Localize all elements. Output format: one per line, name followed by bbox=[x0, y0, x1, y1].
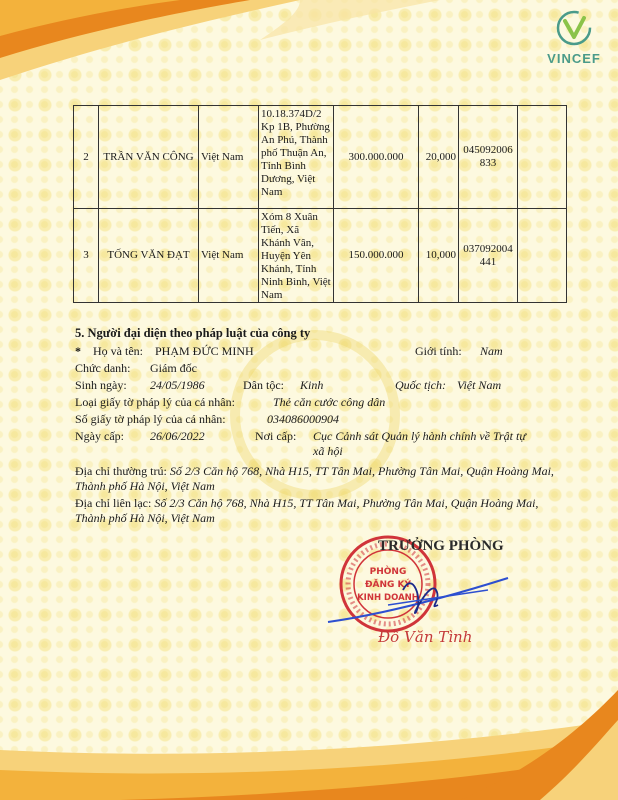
doc-type-label: Loại giấy tờ pháp lý của cá nhân: bbox=[75, 395, 235, 409]
issue-place-value: Cục Cảnh sát Quản lý hành chính về Trật tự xã hội bbox=[313, 429, 526, 458]
section-title: 5. Người đại diện theo pháp luật của công ty bbox=[75, 326, 311, 340]
issue-row bbox=[75, 428, 555, 462]
table-row bbox=[74, 209, 567, 303]
top-decoration bbox=[0, 0, 618, 110]
logo-text: VINCEF bbox=[547, 51, 601, 66]
dob-row bbox=[75, 377, 555, 394]
issue-date-label: Ngày cấp: bbox=[75, 429, 124, 443]
contact-address bbox=[75, 496, 555, 526]
title-value: Giám đốc bbox=[150, 361, 197, 375]
nationality-label: Quốc tịch: bbox=[395, 378, 446, 392]
dob-label: Sinh ngày: bbox=[75, 378, 127, 392]
title-label: Chức danh: bbox=[75, 361, 131, 375]
doc-no-label: Số giấy tờ pháp lý của cá nhân: bbox=[75, 412, 226, 426]
member-nationality: Việt Nam bbox=[199, 209, 259, 303]
issue-date-value: 26/06/2022 bbox=[150, 429, 205, 443]
signer-name: Đỗ Văn Tình bbox=[378, 628, 473, 646]
members-table bbox=[73, 105, 567, 303]
gender-label: Giới tính: bbox=[415, 344, 462, 358]
row-number: 2 bbox=[74, 106, 99, 209]
empty-cell bbox=[518, 209, 567, 303]
doc-no-row bbox=[75, 411, 555, 428]
ethnic-label: Dân tộc: bbox=[243, 378, 284, 392]
permanent-address bbox=[75, 464, 555, 494]
bottom-decoration bbox=[0, 690, 618, 800]
stamp-line-1: PHÒNG bbox=[369, 567, 407, 577]
handwritten-signature bbox=[318, 560, 518, 630]
perm-addr-value: Số 2/3 Căn hộ 768, Nhà H15, TT Tân Mai, Phường Tân Mai, Quận Hoàng Mai, Thành phố Hà Nội, Việt Nam bbox=[75, 464, 554, 493]
issue-place-label: Nơi cấp: bbox=[255, 429, 297, 443]
member-id: 045092006833 bbox=[459, 106, 518, 209]
member-nationality: Việt Nam bbox=[199, 106, 259, 209]
member-id: 037092004441 bbox=[459, 209, 518, 303]
nationality-value: Việt Nam bbox=[457, 378, 502, 392]
bullet: * bbox=[75, 344, 81, 358]
table-row bbox=[74, 106, 567, 209]
member-percent: 10,000 bbox=[419, 209, 459, 303]
signer-position: TRƯỞNG PHÒNG bbox=[378, 538, 504, 554]
dob-value: 24/05/1986 bbox=[150, 378, 205, 392]
member-name: TỐNG VĂN ĐẠT bbox=[99, 209, 199, 303]
vincef-logo bbox=[538, 8, 610, 66]
member-capital: 300.000.000 bbox=[334, 106, 419, 209]
stamp-line-3: KINH DOANH bbox=[357, 593, 419, 603]
empty-cell bbox=[518, 106, 567, 209]
row-number: 3 bbox=[74, 209, 99, 303]
ethnic-value: Kinh bbox=[300, 378, 324, 392]
member-name: TRẦN VĂN CÔNG bbox=[99, 106, 199, 209]
vincef-logo-icon bbox=[554, 8, 594, 48]
member-address: Xóm 8 Xuân Tiến, Xã Khánh Vân, Huyện Yên Khánh, Tỉnh Ninh Bình, Việt Nam bbox=[259, 209, 334, 303]
contact-addr-label: Địa chỉ liên lạc: bbox=[75, 496, 152, 510]
perm-addr-label: Địa chỉ thường trú: bbox=[75, 464, 167, 478]
member-percent: 20,000 bbox=[419, 106, 459, 209]
stamp-line-2: ĐĂNG KÝ bbox=[364, 580, 412, 590]
doc-no-value: 034086000904 bbox=[267, 412, 339, 426]
name-value: PHẠM ĐỨC MINH bbox=[155, 344, 254, 358]
member-capital: 150.000.000 bbox=[334, 209, 419, 303]
doc-type-value: Thẻ căn cước công dân bbox=[273, 395, 386, 409]
name-row bbox=[75, 343, 555, 360]
member-address: 10.18.374D/2 Kp 1B, Phường An Phú, Thành phố Thuận An, Tỉnh Bình Dương, Việt Nam bbox=[259, 106, 334, 209]
legal-representative-section bbox=[75, 326, 555, 526]
contact-addr-value: Số 2/3 Căn hộ 768, Nhà H15, TT Tân Mai, Phường Tân Mai, Quận Hoàng Mai, Thành phố Hà Nội, Việt Nam bbox=[75, 496, 539, 525]
gender-value: Nam bbox=[480, 344, 503, 358]
title-row bbox=[75, 360, 555, 377]
name-label: Họ và tên: bbox=[93, 344, 143, 358]
doc-type-row bbox=[75, 394, 555, 411]
